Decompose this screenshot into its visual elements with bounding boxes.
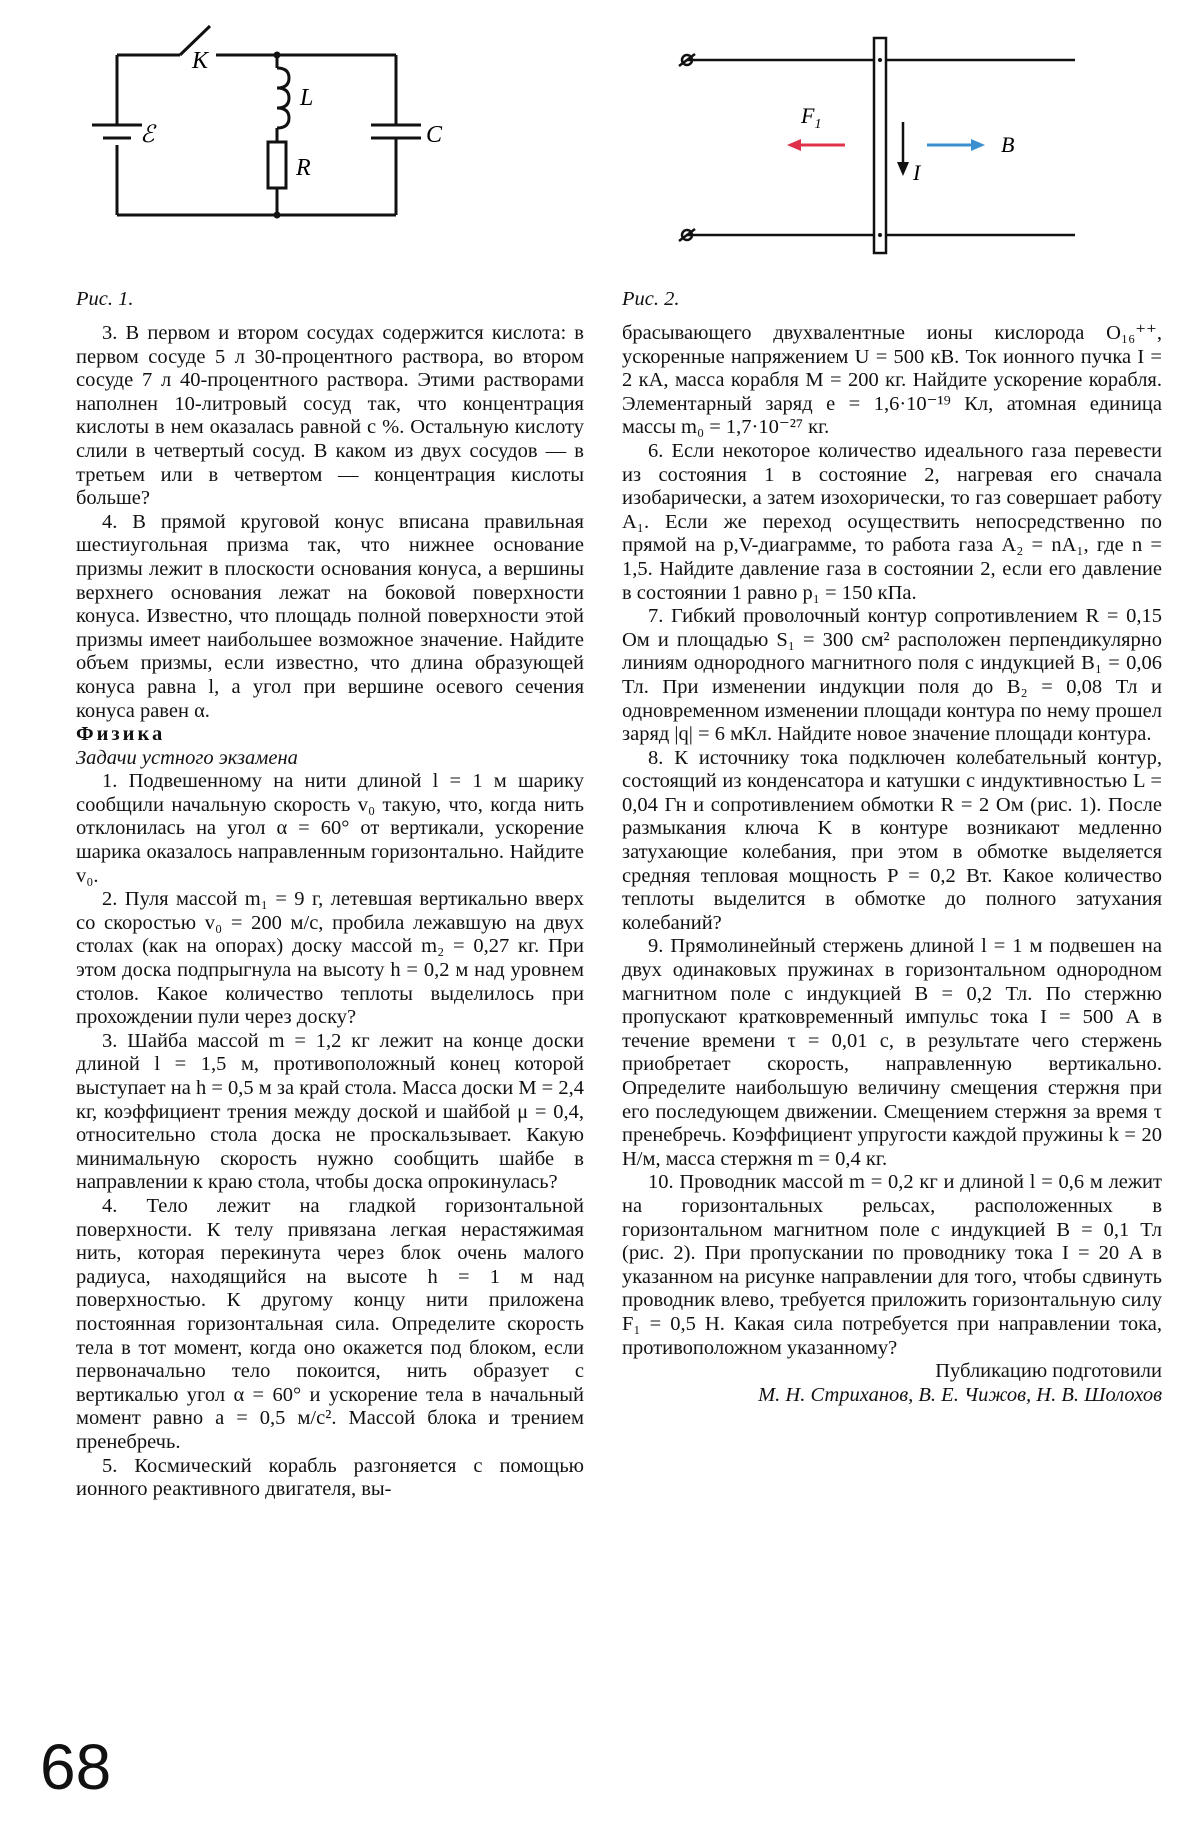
physics-problem-8: 8. К источнику тока подключен колебательный контур, состоящий из конденсатора и катушки с индуктивностью L = 0,04 Гн и сопротивлением обмотки R = 2 Ом (рис. 1). После размыкания ключа K в контуре возникают медленно затухающие колебания, при этом в обмотке выделяется средняя тепловая мощность P = 0,2 Вт. Какое количество теплоты выделится в обмотке до полного затухания колебаний? [622, 746, 1162, 934]
physics-problem-7: 7. Гибкий проволочный контур сопротивлением R = 0,15 Ом и площадью S₁ = 300 см² расположен перпендикулярно линиям однородного магнитного поля с индукцией B₁ = 0,06 Тл. При изменении индукции поля до B₂ = 0,08 Тл и одновременном изменении площади контура по нему прошел заряд |q| = 6 мКл. Найдите новое значение площади контура. [622, 605, 1162, 746]
physics-problem-4: 4. Тело лежит на гладкой горизонтальной поверхности. К телу привязана легкая нерастяжимая нить, которая перекинута через блок очень малого радиуса, находящийся на высоте h = 1 м над поверхностью. К другому концу нити приложена постоянная горизонтальная сила. Определите скорость тела в тот момент, когда оно окажется под блоком, если первоначально тело покоится, нить образует с вертикалью угол α = 60° и ускорение тела в начальный момент равно a = 0,5 м/с². Массой блока и трением пренебречь. [76, 1194, 584, 1453]
current-label: I [913, 160, 921, 185]
figure-2-rails [675, 30, 1095, 255]
page-number: 68 [40, 1731, 112, 1803]
physics-problem-3: 3. Шайба массой m = 1,2 кг лежит на конце доски длиной l = 1,5 м, противоположный конец которой выступает на h = 0,5 м за край стола. Масса доски M = 2,4 кг, коэффициент трения между доской и шайбой μ = 0,4, относительно стола доска не проскальзывает. Какую минимальную скорость нужно сообщить шайбе в направлении к краю стола, чтобы доска опрокинулась? [76, 1029, 584, 1194]
force-label: $F_1$ [801, 103, 822, 132]
emf-label: ℰ [140, 122, 155, 148]
credits-authors: М. Н. Стриханов, В. Е. Чижов, Н. В. Шолохов [758, 1383, 1162, 1406]
physics-problem-9: 9. Прямолинейный стержень длиной l = 1 м подвешен на двух одинаковых пружинах в горизонтальном однородном магнитном поле с индукцией B = 0,2 Тл. По стержню пропускают кратковременный импульс тока I = 500 А в течение времени τ = 0,01 с, в результате чего стержень приобретает скорость, направленную вертикально. Определите наибольшую величину смещения стержня при его последующем движении. Смещением стержня за время τ пренебречь. Коэффициент упругости каждой пружины k = 20 Н/м, масса стержня m = 0,4 кг. [622, 935, 1162, 1170]
physics-problem-10: 10. Проводник массой m = 0,2 кг и длиной l = 0,6 м лежит на горизонтальных рельсах, расположенных в горизонтальном магнитном поле с индукцией B = 0,1 Тл (рис. 2). При пропускании по проводнику тока I = 20 А в указанном на рисунке направлении для того, чтобы сдвинуть проводник влево, требуется приложить горизонтальную силу F₁ = 0,5 Н. Какая сила потребуется при направлении тока, противоположном указанному? [622, 1171, 1162, 1359]
section-title: Физика [76, 723, 166, 746]
math-problem-3: 3. В первом и втором сосудах содержится кислота: в первом сосуде 5 л 30-процентного раствора, во втором сосуде 7 л 40-процентного раствора. Этими растворами наполнен 10-литровый сосуд так, что концентрация кислоты в нем оказалась равной c %. Остальную кислоту слили в четвертый сосуд. В каком из двух сосудов — в третьем или в четвертом — концентрация кислоты больше? [76, 322, 584, 510]
resistor-label: R [296, 155, 311, 181]
switch-label: K [192, 48, 209, 74]
physics-problem-6: 6. Если некоторое количество идеального газа перевести из состояния 1 в состояние 2, нагревая его сначала изобарически, а затем изохорически, то газ совершает работу A₁. Если же переход осуществить непосредственно по прямой на p,V-диаграмме, то работа газа A₂ = nA₁, где n = 1,5. Найдите давление газа в состоянии 2, если его давление в состоянии 1 равно p₁ = 150 кПа. [622, 439, 1162, 604]
physics-problem-5-start: 5. Космический корабль разгоняется с помощью ионного реактивного двигателя, вы- [76, 1454, 584, 1501]
math-problem-4: 4. В прямой круговой конус вписана правильная шестиугольная призма так, что нижнее основание призмы лежит в плоскости основания конуса, а вершины верхнего основания лежат на боковой поверхности конуса. Известно, что площадь полной поверхности этой призмы имеет наибольшее возможное значение. Найдите объем призмы, если известно, что длина образующей конуса равна l, а угол при вершине осевого сечения конуса равен α. [76, 510, 584, 722]
physics-problem-2: 2. Пуля массой m₁ = 9 г, летевшая вертикально вверх со скоростью v₀ = 200 м/с, пробила лежавшую на двух столах (как на опорах) доску массой m₂ = 0,27 кг. При этом доска подпрыгнула на высоту h = 0,2 м над уровнем столов. Какое количество теплоты выделилось при прохождении пули через доску? [76, 888, 584, 1029]
left-column [76, 322, 584, 1502]
figure-1-caption: Рис. 1. [76, 288, 134, 310]
credits-line: Публикацию подготовили [935, 1360, 1162, 1383]
figure-2-caption: Рис. 2. [622, 288, 680, 310]
field-label: B [1001, 132, 1015, 157]
physics-problem-5-end: брасывающего двухвалентные ионы кислорода O₁₆⁺⁺, ускоренные напряжением U = 500 кВ. Ток ионного пучка I = 2 кА, масса корабля M = 200 кг. Найдите ускорение корабля. Элементарный заряд e = 1,6·10⁻¹⁹ Кл, атомная единица массы m₀ = 1,7·10⁻²⁷ кг. [622, 322, 1162, 439]
inductor-label: L [300, 85, 314, 111]
subsection-title: Задачи устного экзамена [76, 746, 298, 769]
physics-problem-1: 1. Подвешенному на нити длиной l = 1 м шарику сообщили начальную скорость v₀ такую, что, когда нить отклонилась на угол α = 60° от вертикали, ускорение шарика оказалось направленным горизонтально. Найдите v₀. [76, 770, 584, 887]
right-column [622, 322, 1162, 1407]
capacitor-label: C [426, 122, 443, 148]
figure-1-circuit [90, 20, 490, 245]
